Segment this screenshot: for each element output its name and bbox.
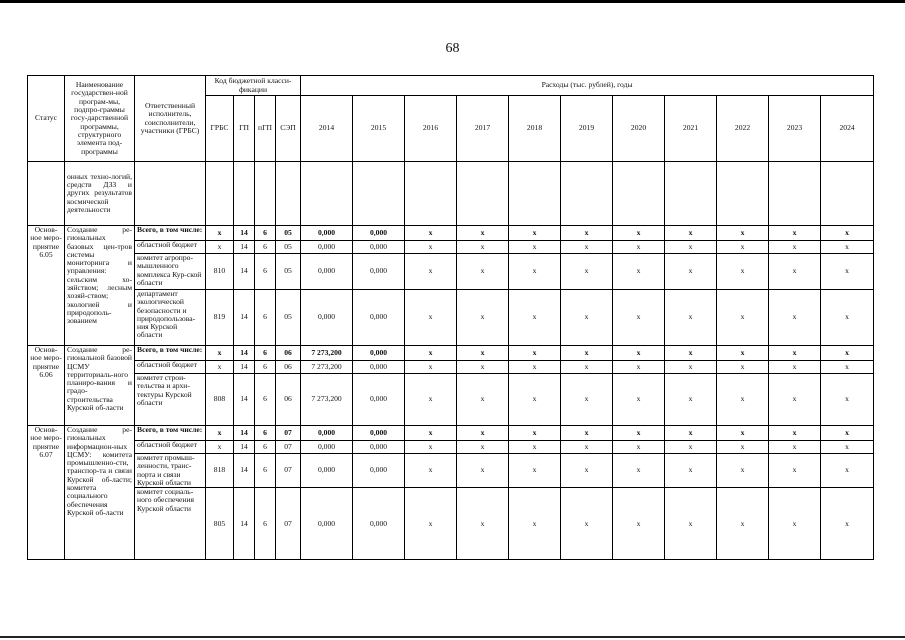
value-2023-cell: х [769,441,821,454]
value-2016-cell: х [405,454,457,488]
pgp-cell: 6 [255,254,276,290]
value-2023-cell: х [769,241,821,254]
value-2020-cell: х [613,374,665,426]
gp-cell: 14 [234,241,255,254]
value-2022-cell: х [717,254,769,290]
expenses-header: Расходы (тыс. рублей), годы [301,76,874,96]
table-row [28,361,874,374]
table-body [28,162,874,560]
grbs-cell: х [206,346,234,361]
value-2014-cell: 0,000 [301,254,353,290]
pgp-cell: 6 [255,290,276,346]
value-2014-cell: 7 273,200 [301,374,353,426]
value-2021-cell: х [665,374,717,426]
value-2017-cell: х [457,226,509,241]
value-2015-cell: 0,000 [353,454,405,488]
responsible-cell: комитет агропро-мышленного комплекса Кур-ской области [135,254,206,290]
value-2020-cell: х [613,241,665,254]
value-2024-cell: х [821,426,874,441]
value-2016-cell: х [405,346,457,361]
value-2020-cell: х [613,226,665,241]
value-2014-cell: 0,000 [301,426,353,441]
value-2019-cell: х [561,226,613,241]
value-2016-cell: х [405,226,457,241]
value-2014-cell: 7 273,200 [301,346,353,361]
year-header-2017: 2017 [457,96,509,162]
year-header-2018: 2018 [509,96,561,162]
top-border-line [0,0,905,3]
value-2016-cell: х [405,374,457,426]
sep-cell: 07 [276,426,301,441]
sep-cell: 07 [276,441,301,454]
table-row [28,254,874,290]
value-2019-cell: х [561,290,613,346]
table-row [28,454,874,488]
status-header: Статус [28,76,65,162]
value-2023-cell: х [769,374,821,426]
gp-cell: 14 [234,226,255,241]
year-header-2021: 2021 [665,96,717,162]
sep-cell: 06 [276,346,301,361]
table-row [28,226,874,241]
pgp-cell: 6 [255,374,276,426]
pgp-cell: 6 [255,241,276,254]
measure-status: Основ-ное меро-приятие 6.07 [28,426,65,560]
grbs-cell: х [206,426,234,441]
value-2020-cell: х [613,361,665,374]
value-2017-cell: х [457,290,509,346]
year-header-2023: 2023 [769,96,821,162]
gp-cell: 14 [234,426,255,441]
value-2018-cell: х [509,346,561,361]
value-2015-cell: 0,000 [353,426,405,441]
value-2019-cell: х [561,426,613,441]
value-2020-cell: х [613,441,665,454]
value-2018-cell: х [509,361,561,374]
value-2016-cell: х [405,441,457,454]
measure-status: Основ-ное меро-приятие 6.06 [28,346,65,426]
value-2018-cell: х [509,290,561,346]
responsible-cell: департамент экологической безопасности и природопользова-ния Курской области [135,290,206,346]
value-2018-cell: х [509,488,561,560]
year-header-2015: 2015 [353,96,405,162]
value-2018-cell: х [509,426,561,441]
value-2015-cell: 0,000 [353,226,405,241]
value-2017-cell: х [457,441,509,454]
value-2019-cell: х [561,361,613,374]
value-2022-cell: х [717,374,769,426]
responsible-cell: Всего, в том числе: [135,346,206,361]
value-2020-cell: х [613,290,665,346]
value-2022-cell: х [717,226,769,241]
table-row [28,346,874,361]
page-number: 68 [445,41,460,56]
value-2024-cell: х [821,488,874,560]
value-2022-cell: х [717,488,769,560]
gp-cell: 14 [234,361,255,374]
value-2014-cell: 0,000 [301,290,353,346]
measure-status: Основ-ное меро-приятие 6.05 [28,226,65,346]
value-2018-cell: х [509,454,561,488]
value-2024-cell: х [821,346,874,361]
table-row [28,441,874,454]
value-2015-cell: 0,000 [353,346,405,361]
grbs-cell: х [206,241,234,254]
value-2015-cell: 0,000 [353,374,405,426]
measure-name: Создание ре-гиональных информацион-ных ЦСМУ: комитета промышленно-сти, транспор-та и связи Курской об-ласти; комитета социального обеспечения Курской об-ласти [65,426,135,560]
value-2015-cell: 0,000 [353,361,405,374]
value-2018-cell: х [509,374,561,426]
sep-cell: 05 [276,290,301,346]
value-2024-cell: х [821,454,874,488]
pgp-cell: 6 [255,426,276,441]
year-header-2024: 2024 [821,96,874,162]
grbs-cell: х [206,226,234,241]
responsible-cell: областной бюджет [135,361,206,374]
value-2019-cell: х [561,346,613,361]
value-2023-cell: х [769,226,821,241]
responsible-cell: Всего, в том числе: [135,426,206,441]
code-header-3: СЭП [276,96,301,162]
grbs-cell: 805 [206,488,234,560]
value-2021-cell: х [665,290,717,346]
responsible-cell: комитет строи-тельства и архи-тектуры Курской области [135,374,206,426]
grbs-cell: 818 [206,454,234,488]
sep-cell: 06 [276,374,301,426]
value-2017-cell: х [457,241,509,254]
name-header: Наименование государствен-ной програм-мы, подпро-граммы госу-дарственной программы, структурного элемента под-программы [65,76,135,162]
pgp-cell: 6 [255,346,276,361]
table-row [28,290,874,346]
code-header-1: ГП [234,96,255,162]
sep-cell: 07 [276,488,301,560]
value-2015-cell: 0,000 [353,254,405,290]
value-2017-cell: х [457,426,509,441]
value-2017-cell: х [457,254,509,290]
gp-cell: 14 [234,454,255,488]
value-2015-cell: 0,000 [353,488,405,560]
value-2017-cell: х [457,361,509,374]
bottom-border-line [0,636,905,638]
value-2024-cell: х [821,374,874,426]
value-2017-cell: х [457,454,509,488]
continuation-text: онных техно-логий, средств ДЗЗ и других результатов космической деятельности [65,162,135,226]
value-2022-cell: х [717,346,769,361]
value-2021-cell: х [665,454,717,488]
sep-cell: 07 [276,454,301,488]
value-2022-cell: х [717,454,769,488]
year-header-2016: 2016 [405,96,457,162]
value-2024-cell: х [821,441,874,454]
value-2021-cell: х [665,241,717,254]
sep-cell: 05 [276,241,301,254]
value-2016-cell: х [405,488,457,560]
value-2019-cell: х [561,454,613,488]
pgp-cell: 6 [255,441,276,454]
value-2021-cell: х [665,346,717,361]
value-2022-cell: х [717,441,769,454]
value-2018-cell: х [509,441,561,454]
value-2021-cell: х [665,361,717,374]
value-2024-cell: х [821,241,874,254]
value-2014-cell: 0,000 [301,226,353,241]
value-2014-cell: 7 273,200 [301,361,353,374]
value-2021-cell: х [665,426,717,441]
value-2020-cell: х [613,488,665,560]
value-2014-cell: 0,000 [301,441,353,454]
gp-cell: 14 [234,374,255,426]
value-2023-cell: х [769,254,821,290]
value-2014-cell: 0,000 [301,488,353,560]
gp-cell: 14 [234,346,255,361]
value-2024-cell: х [821,254,874,290]
value-2023-cell: х [769,426,821,441]
sep-cell: 06 [276,361,301,374]
pgp-cell: 6 [255,226,276,241]
responsible-cell: комитет социаль-ного обеспечения Курской области [135,488,206,560]
value-2022-cell: х [717,290,769,346]
value-2016-cell: х [405,254,457,290]
grbs-cell: 810 [206,254,234,290]
value-2024-cell: х [821,361,874,374]
value-2023-cell: х [769,361,821,374]
value-2021-cell: х [665,441,717,454]
value-2019-cell: х [561,241,613,254]
value-2016-cell: х [405,241,457,254]
measure-name: Создание ре-гиональной базовой ЦСМУ территориаль-ного планиро-вания и градо-строительства Курской об-ласти [65,346,135,426]
value-2014-cell: 0,000 [301,241,353,254]
year-header-2014: 2014 [301,96,353,162]
year-header-2022: 2022 [717,96,769,162]
year-header-2020: 2020 [613,96,665,162]
value-2016-cell: х [405,361,457,374]
responsible-cell: комитет промыш-ленности, транс-порта и связи Курской области [135,454,206,488]
grbs-cell: 808 [206,374,234,426]
budget-table [27,75,874,560]
gp-cell: 14 [234,488,255,560]
grbs-cell: х [206,361,234,374]
value-2019-cell: х [561,488,613,560]
value-2020-cell: х [613,254,665,290]
year-header-2019: 2019 [561,96,613,162]
value-2016-cell: х [405,290,457,346]
value-2015-cell: 0,000 [353,290,405,346]
responsible-header: Ответственный исполнитель, соисполнители, участники (ГРБС) [135,76,206,162]
value-2017-cell: х [457,488,509,560]
code-header-0: ГРБС [206,96,234,162]
value-2014-cell: 0,000 [301,454,353,488]
value-2015-cell: 0,000 [353,241,405,254]
value-2019-cell: х [561,254,613,290]
measure-name: Создание ре-гиональных базовых цен-тров системы мониторинга и управления: сельским хо-зяйством; лесным хозяй-ством; экологией и природополь-зованием [65,226,135,346]
value-2023-cell: х [769,346,821,361]
responsible-cell: областной бюджет [135,441,206,454]
value-2019-cell: х [561,374,613,426]
value-2017-cell: х [457,374,509,426]
responsible-cell: Всего, в том числе: [135,226,206,241]
grbs-cell: х [206,441,234,454]
grbs-cell: 819 [206,290,234,346]
pgp-cell: 6 [255,454,276,488]
pgp-cell: 6 [255,361,276,374]
gp-cell: 14 [234,290,255,346]
budget-code-header: Код бюджетной класси-фикации [206,76,301,96]
table-row [28,488,874,560]
value-2022-cell: х [717,426,769,441]
code-header-2: пГП [255,96,276,162]
value-2023-cell: х [769,290,821,346]
value-2018-cell: х [509,254,561,290]
value-2019-cell: х [561,441,613,454]
value-2022-cell: х [717,241,769,254]
gp-cell: 14 [234,441,255,454]
header-row-1 [28,76,874,96]
value-2015-cell: 0,000 [353,441,405,454]
sep-cell: 05 [276,254,301,290]
continuation-row [28,162,874,226]
value-2024-cell: х [821,290,874,346]
table-row [28,426,874,441]
value-2024-cell: х [821,226,874,241]
pgp-cell: 6 [255,488,276,560]
value-2016-cell: х [405,426,457,441]
value-2022-cell: х [717,361,769,374]
value-2021-cell: х [665,226,717,241]
value-2020-cell: х [613,426,665,441]
value-2023-cell: х [769,454,821,488]
value-2018-cell: х [509,241,561,254]
value-2021-cell: х [665,488,717,560]
value-2017-cell: х [457,346,509,361]
sep-cell: 05 [276,226,301,241]
responsible-cell: областной бюджет [135,241,206,254]
table-row [28,374,874,426]
value-2021-cell: х [665,254,717,290]
value-2023-cell: х [769,488,821,560]
value-2020-cell: х [613,454,665,488]
gp-cell: 14 [234,254,255,290]
value-2020-cell: х [613,346,665,361]
value-2018-cell: х [509,226,561,241]
table-row [28,241,874,254]
